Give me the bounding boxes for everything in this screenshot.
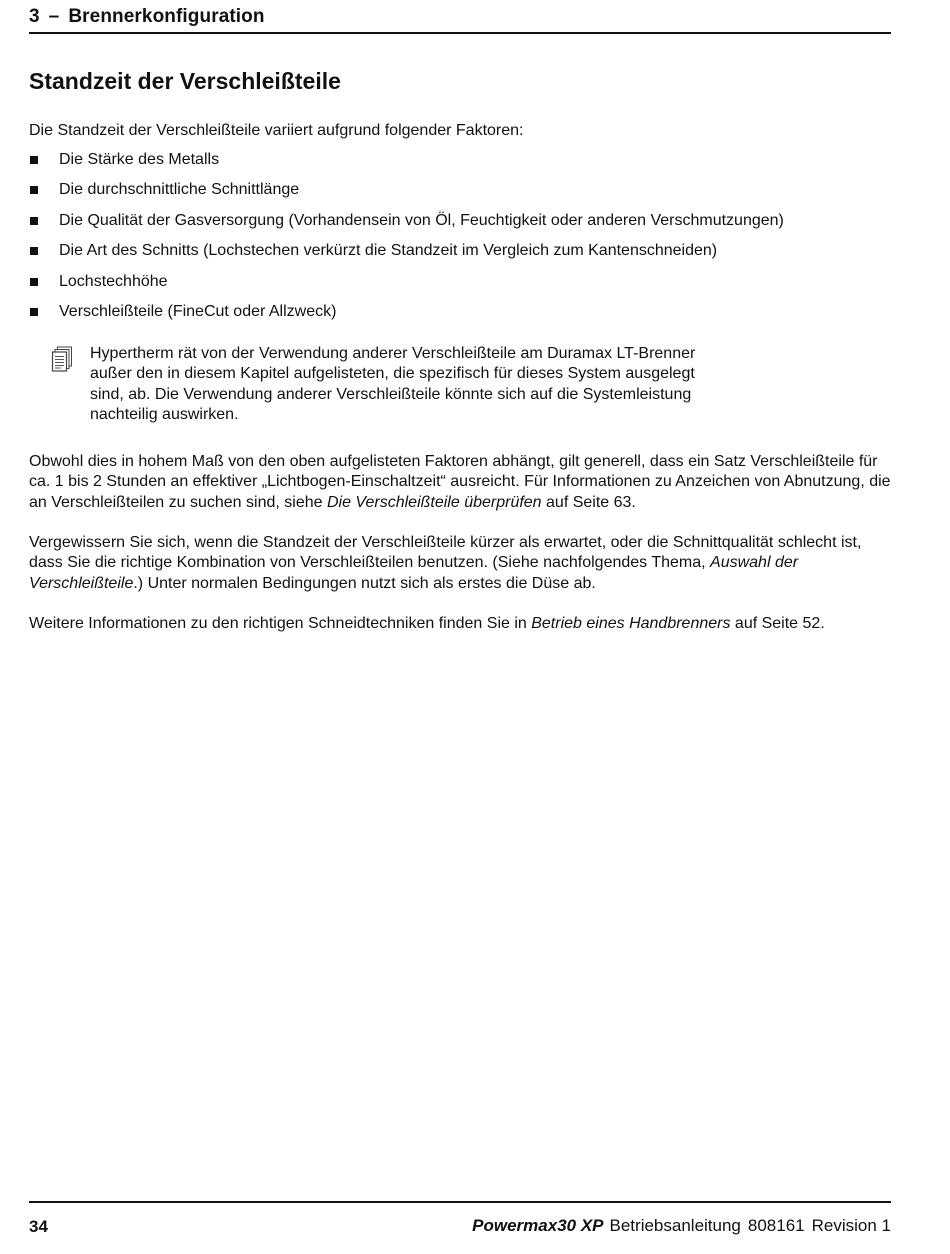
intro-paragraph: Die Standzeit der Verschleißteile variiert aufgrund folgender Faktoren:	[29, 122, 524, 139]
revision-label: Revision 1	[811, 1216, 891, 1235]
schneidtechniken-paragraph	[29, 614, 891, 634]
footer-document-info	[472, 1216, 891, 1236]
bullet-square-icon	[30, 186, 38, 194]
list-item	[29, 180, 891, 210]
section-title: Standzeit der Verschleißteile	[29, 68, 341, 94]
note-text: Hypertherm rät von der Verwendung anderer Verschleißteile am Duramax LT-Brenner außer den in diesem Kapitel aufgelisteten, die spezifisch für dieses System ausgelegt sind, ab. Die Verwendung anderer Verschleißteile könnte sich auf die Systemleistung nachteilig auswirken.	[90, 345, 696, 423]
list-item-text: Die Qualität der Gasversorgung (Vorhandensein von Öl, Feuchtigkeit oder anderen Verschmutzungen)	[59, 211, 784, 229]
paragraph-text: .) Unter normalen Bedingungen nutzt sich als erstes die Düse ab.	[133, 574, 596, 592]
chapter-header	[29, 4, 891, 34]
document-number: 808161	[747, 1216, 805, 1235]
kombination-paragraph	[29, 533, 891, 594]
list-item	[29, 302, 891, 332]
cross-reference-link[interactable]: Auswahl der Verschleißteile	[29, 554, 799, 592]
paragraph-text: auf Seite 63.	[541, 493, 636, 511]
note-documents-icon	[50, 346, 74, 376]
paragraph-text: Obwohl dies in hohem Maß von den oben aufgelisteten Faktoren abhängt, gilt generell, dass ein Satz Verschleißteile für ca. 1 bis 2 Stunden an effektiver „Lichtbogen-Einschaltzeit“ ausreicht. Für Informationen zu Anzeichen von Abnutzung, die an Verschleißteilen zu suchen sind, siehe	[29, 453, 891, 511]
list-item	[29, 150, 891, 180]
chapter-title: Brennerkonfiguration	[68, 6, 265, 27]
factor-list	[29, 150, 891, 332]
bullet-square-icon	[30, 308, 38, 316]
list-item	[29, 272, 891, 302]
list-item-text: Verschleißteile (FineCut oder Allzweck)	[59, 302, 337, 320]
list-item-text: Die durchschnittliche Schnittlänge	[59, 181, 300, 199]
list-item	[29, 211, 891, 241]
paragraph-text: auf Seite 52.	[730, 615, 825, 632]
bullet-square-icon	[30, 217, 38, 225]
list-item-text: Die Art des Schnitts (Lochstechen verkürzt die Standzeit im Vergleich zum Kantenschneiden)	[59, 242, 718, 260]
chapter-dash: –	[48, 6, 60, 27]
paragraph-text: Weitere Informationen zu den richtigen Schneidtechniken finden Sie in	[29, 615, 532, 632]
footer-divider	[29, 1201, 891, 1203]
list-item-text: Lochstechhöhe	[59, 272, 168, 290]
manual-name: Betriebsanleitung	[609, 1216, 741, 1235]
cross-reference-link[interactable]: Die Verschleißteile überprüfen	[326, 493, 542, 511]
bullet-square-icon	[30, 278, 38, 286]
page-number: 34	[29, 1217, 48, 1236]
chapter-heading	[29, 6, 265, 28]
cross-reference-link[interactable]: Betrieb eines Handbrenners	[531, 615, 731, 632]
standzeit-paragraph	[29, 452, 891, 513]
bullet-square-icon	[30, 247, 38, 255]
product-name: Powermax30 XP	[472, 1216, 604, 1235]
list-item	[29, 241, 891, 271]
paragraph-text: Vergewissern Sie sich, wenn die Standzeit der Verschleißteile kürzer als erwartet, oder die Schnittqualität schlecht ist, dass Sie die richtige Kombination von Verschleißteilen benutzen. (Siehe nachfolgendes Thema,	[29, 534, 862, 572]
bullet-square-icon	[30, 156, 38, 164]
chapter-number: 3	[29, 6, 40, 27]
list-item-text: Die Stärke des Metalls	[59, 151, 220, 168]
